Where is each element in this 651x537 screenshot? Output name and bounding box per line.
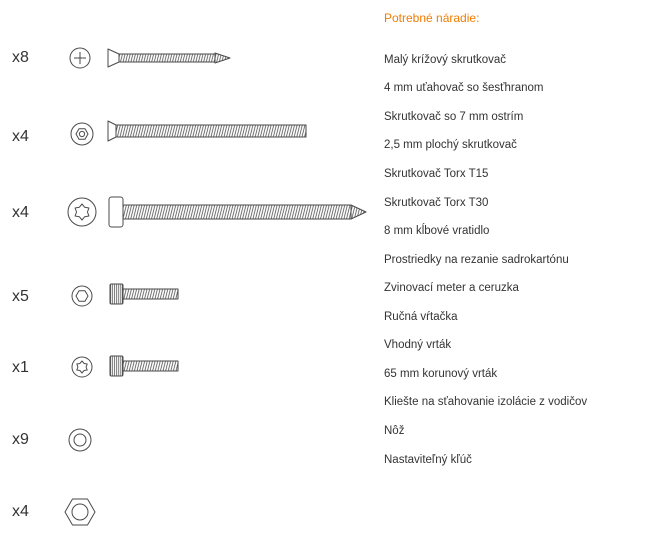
tools-heading: Potrebné náradie: bbox=[384, 11, 480, 25]
torx-head-icon bbox=[72, 357, 92, 377]
hardware-row bbox=[68, 197, 366, 227]
hardware-row bbox=[69, 429, 91, 451]
tool-item: Ručná vŕtačka bbox=[384, 310, 458, 323]
quantity-label: x4 bbox=[12, 204, 29, 221]
hex-nut-icon bbox=[65, 499, 95, 525]
hardware-row bbox=[71, 121, 306, 145]
tools-list bbox=[384, 46, 646, 474]
quantity-label: x8 bbox=[12, 49, 29, 66]
quantity-label: x1 bbox=[12, 359, 29, 376]
tool-item: Nôž bbox=[384, 425, 405, 437]
countersunk-machine-screw-icon bbox=[108, 121, 306, 141]
tool-item: Zvinovací meter a ceruzka bbox=[384, 282, 519, 295]
tool-item: 65 mm korunový vrták bbox=[384, 367, 498, 380]
hardware-row bbox=[72, 284, 178, 306]
hardware-row bbox=[65, 499, 95, 525]
tool-item: Skrutkovač Torx T30 bbox=[384, 196, 489, 209]
quantity-label: x4 bbox=[12, 128, 29, 145]
phillips-head-icon bbox=[70, 48, 90, 68]
tool-item: Malý krížový skrutkovač bbox=[384, 53, 507, 66]
tool-item: 2,5 mm plochý skrutkovač bbox=[384, 139, 517, 152]
tool-item: Nastaviteľný kľúč bbox=[384, 453, 472, 466]
countersunk-wood-screw-icon bbox=[108, 49, 230, 67]
tool-item: Kliešte na sťahovanie izolácie z vodičov bbox=[384, 396, 588, 409]
tool-item: 8 mm kĺbové vratidlo bbox=[384, 225, 490, 238]
torx-head-icon bbox=[68, 198, 96, 226]
hex-socket-icon bbox=[71, 123, 93, 145]
tool-item: Prostriedky na rezanie sadrokartónu bbox=[384, 253, 569, 266]
tool-item: 4 mm uťahovač so šesťhranom bbox=[384, 82, 544, 95]
tool-item: Vhodný vrták bbox=[384, 339, 452, 352]
quantity-label: x4 bbox=[12, 503, 29, 520]
cylinder-head-screw-icon bbox=[109, 197, 366, 227]
tool-item: Skrutkovač so 7 mm ostrím bbox=[384, 110, 524, 123]
hex-socket-icon bbox=[72, 286, 92, 306]
quantity-label: x9 bbox=[12, 431, 29, 448]
socket-cap-bolt-icon bbox=[110, 284, 178, 304]
quantity-label: x5 bbox=[12, 288, 29, 305]
socket-cap-bolt-icon bbox=[110, 356, 178, 376]
hardware-row bbox=[70, 48, 230, 68]
tool-item: Skrutkovač Torx T15 bbox=[384, 167, 489, 180]
washer-icon bbox=[69, 429, 91, 451]
hardware-row bbox=[72, 356, 178, 377]
